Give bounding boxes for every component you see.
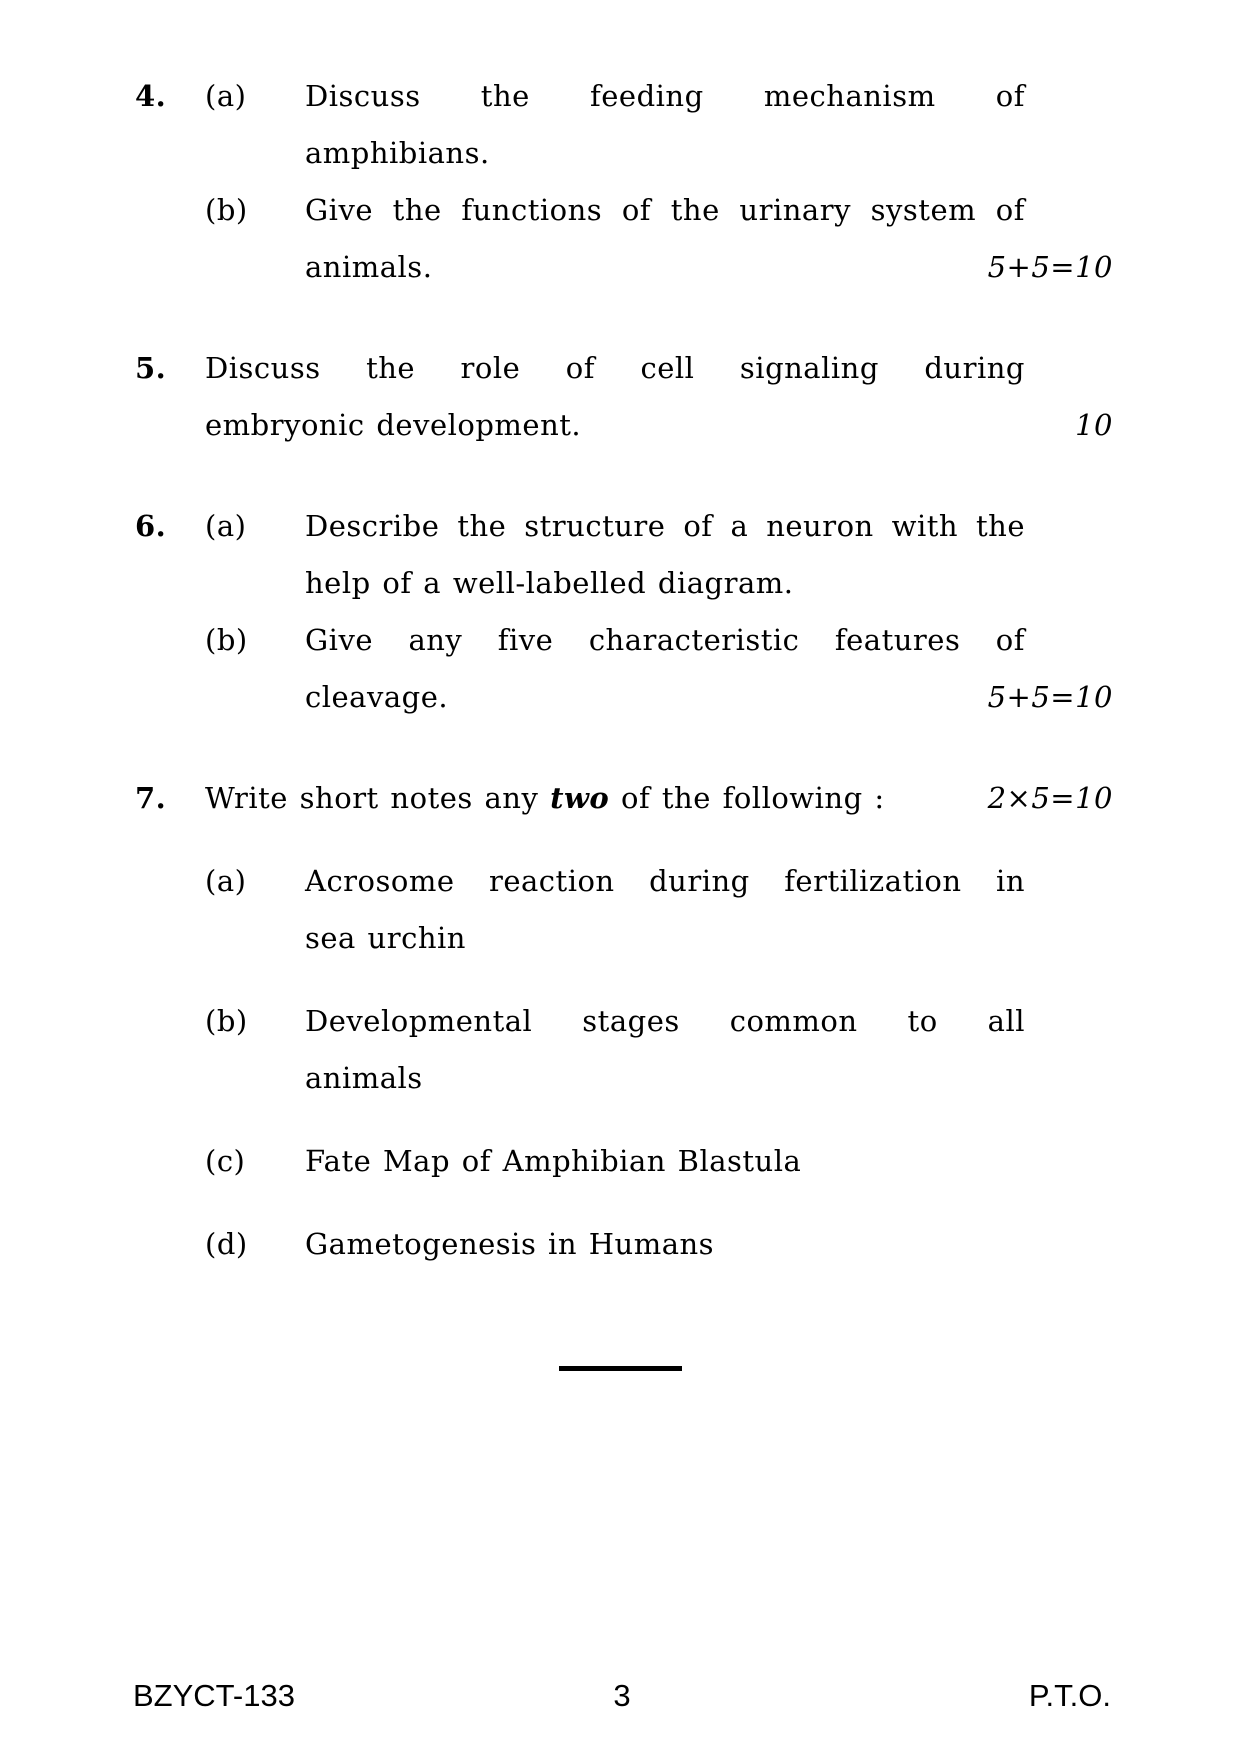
heading-text-pre: Write short notes any [205, 781, 551, 815]
question-text: animals. [305, 250, 433, 284]
question-text-line: amphibians. [305, 136, 490, 170]
question-4 [135, 68, 1113, 296]
part-label: (b) [205, 1004, 248, 1038]
question-number: 5. [135, 351, 167, 385]
part-text [305, 993, 1025, 1107]
question-5 [135, 340, 1113, 454]
heading-text-post: of the following : [609, 781, 885, 815]
question-number: 6. [135, 509, 167, 543]
question-7-option-a [135, 853, 1113, 967]
question-7-heading [135, 770, 1113, 827]
question-4-part-a [135, 68, 1113, 182]
heading-emphasis: two [550, 781, 610, 815]
question-text-line [305, 239, 1113, 296]
page-number: 3 [613, 1678, 631, 1713]
question-number: 7. [135, 781, 167, 815]
question-text-block [205, 340, 1113, 454]
question-text-line: sea urchin [305, 921, 466, 955]
part-label: (a) [205, 864, 247, 898]
question-7 [135, 770, 1113, 1273]
course-code: BZYCT-133 [133, 1678, 295, 1713]
questions-area [135, 68, 1113, 1273]
question-text-line: Discuss the feeding mechanism of [305, 79, 1025, 113]
part-label: (d) [205, 1227, 248, 1261]
part-label: (a) [205, 79, 247, 113]
question-text-line: Give the functions of the urinary system of [305, 193, 1025, 227]
question-text-line [305, 669, 1113, 726]
page-footer [133, 1678, 1111, 1714]
part-label: (a) [205, 509, 247, 543]
part-text [305, 498, 1025, 612]
question-text-line: Gametogenesis in Humans [305, 1227, 715, 1261]
question-7-option-c [135, 1133, 1113, 1190]
part-label: (b) [205, 193, 248, 227]
question-6-part-b [135, 612, 1113, 726]
part-text [305, 1133, 1025, 1190]
question-7-option-b [135, 993, 1113, 1107]
marks-value: 5+5=10 [987, 680, 1113, 714]
question-text-line: Describe the structure of a neuron with the [305, 509, 1025, 543]
part-label: (c) [205, 1144, 246, 1178]
question-text-line [205, 397, 1113, 454]
question-4-part-b [135, 182, 1113, 296]
part-text [305, 853, 1025, 967]
question-text-line: help of a well-labelled diagram. [305, 566, 794, 600]
question-7-option-d [135, 1216, 1113, 1273]
marks-value: 10 [1075, 408, 1113, 442]
marks-value: 5+5=10 [987, 250, 1113, 284]
question-text: embryonic development. [205, 408, 582, 442]
question-number: 4. [135, 79, 167, 113]
question-text-line [205, 770, 1113, 827]
end-divider-rule [559, 1366, 682, 1371]
part-label: (b) [205, 623, 248, 657]
part-text [305, 612, 1113, 726]
question-5-body [135, 340, 1113, 454]
question-text-line: Give any five characteristic features of [305, 623, 1025, 657]
part-text [305, 68, 1025, 182]
question-text-line: Fate Map of Amphibian Blastula [305, 1144, 802, 1178]
question-text-line: Acrosome reaction during fertilization in [305, 864, 1025, 898]
question-text-block [205, 770, 1113, 827]
pto-label: P.T.O. [1028, 1678, 1111, 1713]
marks-value: 2×5=10 [987, 781, 1113, 815]
part-text [305, 182, 1113, 296]
part-text [305, 1216, 1025, 1273]
question-text: cleavage. [305, 680, 449, 714]
question-text-line: Developmental stages common to all [305, 1004, 1025, 1038]
question-text-line: animals [305, 1061, 423, 1095]
question-6-part-a [135, 498, 1113, 612]
question-text-line: Discuss the role of cell signaling during [205, 351, 1025, 385]
question-6 [135, 498, 1113, 726]
